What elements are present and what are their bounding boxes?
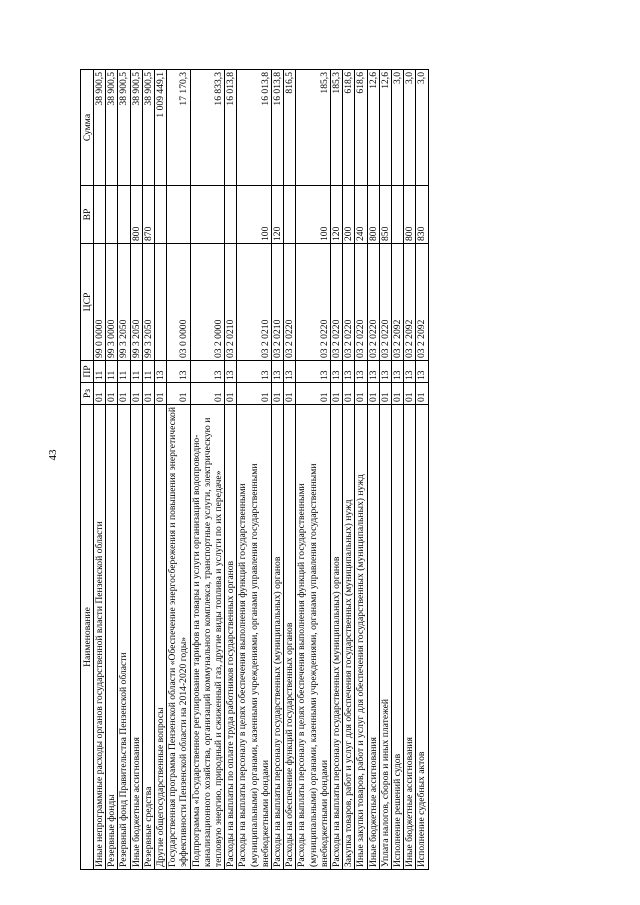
cell-rz: 01	[272, 383, 284, 405]
cell-pr: 13	[296, 361, 331, 383]
cell-pr: 13	[404, 361, 416, 383]
cell-name: Расходы на выплаты персоналу государственных (муниципальных) органов	[331, 405, 343, 870]
cell-vr	[94, 186, 106, 244]
cell-csr: 03 2 0220	[331, 244, 343, 361]
cell-pr: 13	[272, 361, 284, 383]
cell-rz: 01	[106, 383, 118, 405]
cell-pr: 11	[94, 361, 106, 383]
cell-pr: 13	[367, 361, 379, 383]
cell-name: Исполнение решений судов	[392, 405, 404, 870]
cell-pr: 13	[355, 361, 367, 383]
cell-vr: 830	[416, 186, 428, 244]
cell-name: Иные непрограммные расходы органов государственной власти Пензенской области	[94, 405, 106, 870]
cell-pr: 13	[343, 361, 355, 383]
cell-vr: 800	[130, 186, 142, 244]
cell-pr: 13	[225, 361, 237, 383]
cell-sum: 38 900,5	[118, 70, 130, 186]
cell-rz: 01	[118, 383, 130, 405]
cell-rz: 01	[94, 383, 106, 405]
cell-vr: 120	[272, 186, 284, 244]
cell-csr: 03 2 0210	[225, 244, 237, 361]
cell-name: Исполнение судебных актов	[416, 405, 428, 870]
cell-pr: 13	[155, 361, 167, 383]
cell-sum: 618,6	[343, 70, 355, 186]
table-row	[392, 70, 404, 870]
cell-csr: 99 3 0000	[106, 244, 118, 361]
cell-rz: 01	[130, 383, 142, 405]
cell-name: Иные бюджетные ассигнования	[130, 405, 142, 870]
cell-sum: 185,3	[296, 70, 331, 186]
cell-pr: 11	[130, 361, 142, 383]
table-row	[225, 70, 237, 870]
cell-rz: 01	[190, 383, 225, 405]
cell-pr: 13	[167, 361, 190, 383]
cell-pr: 11	[118, 361, 130, 383]
cell-sum: 12,6	[367, 70, 379, 186]
table-row	[379, 70, 391, 870]
cell-name: Расходы на выплаты по оплате труда работников государственных органов	[225, 405, 237, 870]
cell-csr: 03 2 0220	[284, 244, 296, 361]
cell-vr: 120	[331, 186, 343, 244]
cell-sum: 3,0	[416, 70, 428, 186]
header-csr: ЦСР	[81, 244, 94, 361]
cell-name: Государственная программа Пензенской области «Обеспечение энергосбережения и повышения энергетической эффективности Пензенской области на 2014-2020 годы»	[167, 405, 190, 870]
cell-sum: 38 900,5	[106, 70, 118, 186]
cell-pr: 13	[416, 361, 428, 383]
cell-vr: 800	[404, 186, 416, 244]
cell-csr: 03 2 0000	[190, 244, 225, 361]
cell-rz: 01	[404, 383, 416, 405]
header-row	[81, 70, 94, 870]
cell-csr: 99 3 2050	[118, 244, 130, 361]
table-row	[167, 70, 190, 870]
cell-name: Уплата налогов, сборов и иных платежей	[379, 405, 391, 870]
table-row	[272, 70, 284, 870]
cell-rz: 01	[225, 383, 237, 405]
cell-vr: 800	[367, 186, 379, 244]
table-row	[404, 70, 416, 870]
table-row	[237, 70, 272, 870]
table-row	[355, 70, 367, 870]
cell-csr: 99 0 0000	[94, 244, 106, 361]
cell-csr	[155, 244, 167, 361]
cell-pr: 13	[331, 361, 343, 383]
cell-name: Подпрограмма «Государственное регулирование тарифов на товары и услуги организаций водопроводно-канализационного хозяйства, организаций коммунального комплекса, транспортные услуги, электрическую и тепловую энергию, природный и сжиженный газ, другие виды топлива и услуги по их передаче»	[190, 405, 225, 870]
cell-name: Закупка товаров, работ и услуг для обеспечения государственных (муниципальных) нужд	[343, 405, 355, 870]
cell-name: Расходы на выплаты персоналу в целях обеспечения выполнения функций государственными (муниципальными) органами, казенными учреждениями, органами управления государственными внебюджетными фондами	[237, 405, 272, 870]
cell-vr	[155, 186, 167, 244]
cell-vr	[106, 186, 118, 244]
table-row	[343, 70, 355, 870]
cell-vr: 100	[296, 186, 331, 244]
table-row	[367, 70, 379, 870]
cell-rz: 01	[142, 383, 154, 405]
table-row	[296, 70, 331, 870]
cell-sum: 38 900,5	[94, 70, 106, 186]
table-row	[416, 70, 428, 870]
cell-sum: 618,6	[355, 70, 367, 186]
cell-rz: 01	[155, 383, 167, 405]
cell-csr: 99 3 2050	[142, 244, 154, 361]
table-row	[331, 70, 343, 870]
cell-rz: 01	[392, 383, 404, 405]
cell-pr: 13	[392, 361, 404, 383]
cell-sum: 816,5	[284, 70, 296, 186]
table-row	[142, 70, 154, 870]
cell-csr: 03 0 0000	[167, 244, 190, 361]
cell-name: Расходы на выплаты персоналу в целях обеспечения выполнения функций государственными (муниципальными) органами, казенными учреждениями, органами управления государственными внебюджетными фондами	[296, 405, 331, 870]
cell-pr: 13	[284, 361, 296, 383]
cell-rz: 01	[416, 383, 428, 405]
cell-vr: 850	[379, 186, 391, 244]
cell-rz: 01	[379, 383, 391, 405]
cell-name: Расходы на обеспечение функций государственных органов	[284, 405, 296, 870]
cell-csr: 99 3 2050	[130, 244, 142, 361]
cell-csr: 03 2 0220	[343, 244, 355, 361]
budget-table	[80, 69, 429, 870]
cell-name: Расходы на выплаты персоналу государственных (муниципальных) органов	[272, 405, 284, 870]
cell-vr	[284, 186, 296, 244]
cell-vr	[190, 186, 225, 244]
cell-name: Иные закупки товаров, работ и услуг для обеспечения государственных (муниципальных) нужд	[355, 405, 367, 870]
cell-csr: 03 2 2092	[404, 244, 416, 361]
cell-rz: 01	[331, 383, 343, 405]
cell-pr: 13	[190, 361, 225, 383]
cell-sum: 16 013,8	[225, 70, 237, 186]
cell-name: Резервный фонд Правительства Пензенской области	[118, 405, 130, 870]
cell-csr: 03 2 0220	[367, 244, 379, 361]
table-row	[284, 70, 296, 870]
cell-sum: 185,3	[331, 70, 343, 186]
cell-vr	[225, 186, 237, 244]
table-row	[155, 70, 167, 870]
cell-name: Иные бюджетные ассигнования	[367, 405, 379, 870]
cell-rz: 01	[343, 383, 355, 405]
cell-sum: 1 009 449,1	[155, 70, 167, 186]
cell-pr: 13	[379, 361, 391, 383]
cell-vr: 240	[355, 186, 367, 244]
table-row	[118, 70, 130, 870]
cell-pr: 13	[237, 361, 272, 383]
header-rz: Рз	[81, 383, 94, 405]
cell-pr: 11	[142, 361, 154, 383]
page-number: 43	[47, 449, 59, 461]
cell-sum: 3,0	[404, 70, 416, 186]
table-row	[106, 70, 118, 870]
cell-vr: 100	[237, 186, 272, 244]
cell-csr: 03 2 2092	[392, 244, 404, 361]
header-sum: Сумма	[81, 70, 94, 186]
cell-rz: 01	[284, 383, 296, 405]
table-row	[130, 70, 142, 870]
budget-table-container	[80, 70, 560, 870]
cell-name: Резервные средства	[142, 405, 154, 870]
cell-name: Другие общегосударственные вопросы	[155, 405, 167, 870]
cell-vr	[392, 186, 404, 244]
cell-rz: 01	[237, 383, 272, 405]
header-vr: ВР	[81, 186, 94, 244]
cell-rz: 01	[296, 383, 331, 405]
cell-pr: 11	[106, 361, 118, 383]
cell-vr: 200	[343, 186, 355, 244]
cell-sum: 12,6	[379, 70, 391, 186]
cell-rz: 01	[367, 383, 379, 405]
cell-name: Иные бюджетные ассигнования	[404, 405, 416, 870]
cell-rz: 01	[167, 383, 190, 405]
cell-csr: 03 2 2092	[416, 244, 428, 361]
table-body	[94, 70, 429, 870]
cell-csr: 03 2 0220	[355, 244, 367, 361]
cell-sum: 3,0	[392, 70, 404, 186]
cell-sum: 16 013,8	[272, 70, 284, 186]
cell-sum: 38 900,5	[130, 70, 142, 186]
cell-csr: 03 2 0210	[237, 244, 272, 361]
cell-sum: 16 013,8	[237, 70, 272, 186]
rotated-page	[80, 70, 560, 870]
table-row	[190, 70, 225, 870]
cell-vr	[167, 186, 190, 244]
cell-sum: 17 170,3	[167, 70, 190, 186]
cell-vr: 870	[142, 186, 154, 244]
header-pr: ПР	[81, 361, 94, 383]
cell-rz: 01	[355, 383, 367, 405]
header-name: Наименование	[81, 405, 94, 870]
cell-sum: 16 833,3	[190, 70, 225, 186]
table-row	[94, 70, 106, 870]
cell-name: Резервные фонды	[106, 405, 118, 870]
cell-sum: 38 900,5	[142, 70, 154, 186]
cell-vr	[118, 186, 130, 244]
cell-csr: 03 2 0210	[272, 244, 284, 361]
table-header	[81, 70, 94, 870]
cell-csr: 03 2 0220	[379, 244, 391, 361]
cell-csr: 03 2 0220	[296, 244, 331, 361]
